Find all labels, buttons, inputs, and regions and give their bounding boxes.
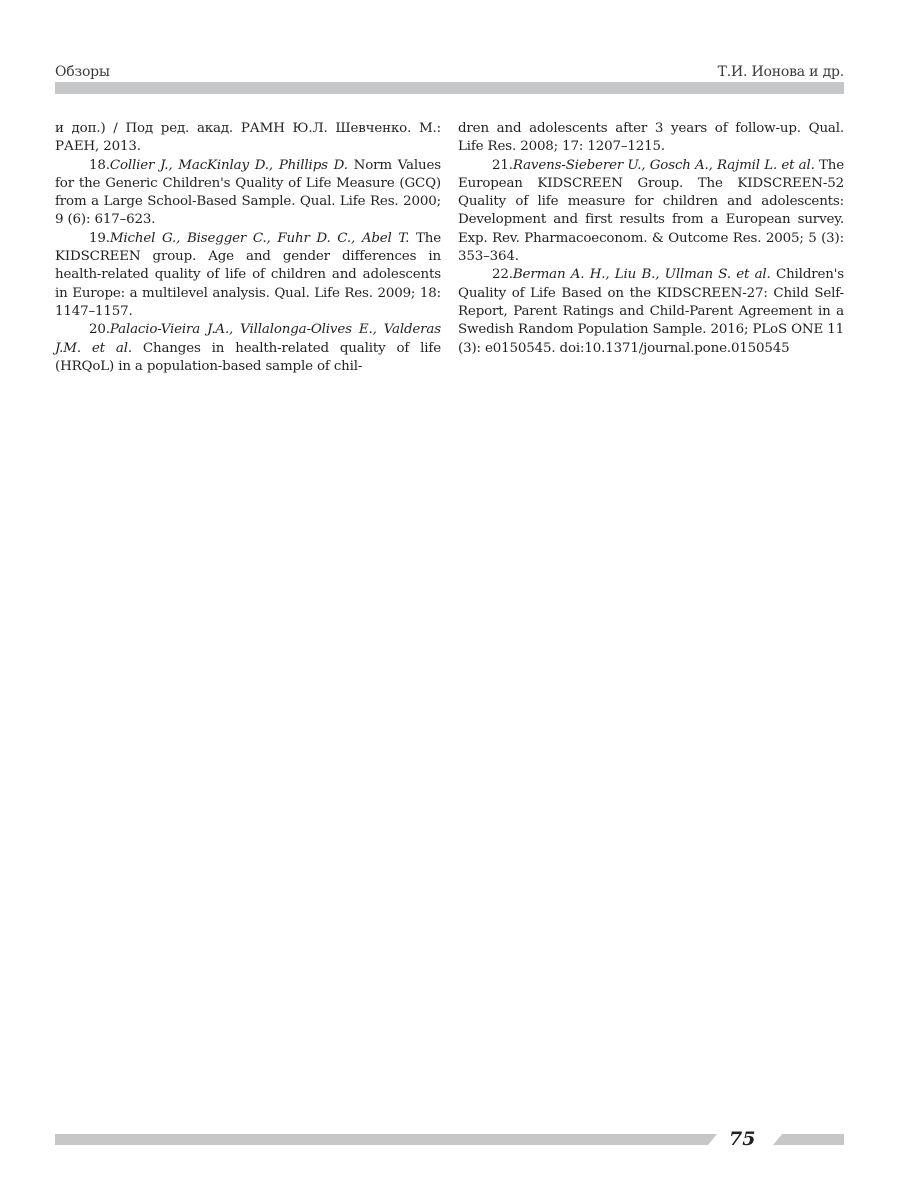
page-number: 75 <box>729 1128 756 1150</box>
footer-rule-right <box>773 1134 844 1145</box>
reference-authors: Palacio-Vieira J.A., Villalonga-Olives E., Valderas J.M. et al. <box>55 322 441 356</box>
running-head-section: Обзоры <box>55 64 110 80</box>
reference-continuation: dren and adolescents after 3 years of follow-up. Qual. Life Res. 2008; 17: 1207–1215. <box>458 121 844 155</box>
reference-number: 21. <box>492 157 513 173</box>
reference-authors: Michel G., Bisegger C., Fuhr D. C., Abel T. <box>109 230 410 246</box>
reference-21 <box>458 157 844 267</box>
reference-text: The European KIDSCREEN Group. The KIDSCREEN-52 Quality of life measure for children and adolescents: Development and first results from a European survey. Exp. Rev. Pharmacoeconom. & Outcome Res. 2005; 5 (3): 353–364. <box>458 157 845 265</box>
reference-18 <box>55 157 441 230</box>
reference-continuation: и доп.) / Под ред. акад. РАМН Ю.Л. Шевченко. М.: РАЕН, 2013. <box>55 121 441 155</box>
reference-number: 20. <box>89 322 110 338</box>
running-head-authors: Т.И. Ионова и др. <box>717 64 844 80</box>
reference-20 <box>55 321 441 376</box>
reference-text: The KIDSCREEN group. Age and gender differences in health-related quality of life of children and adolescents in Europe: a multilevel analysis. Qual. Life Res. 2009; 18: 1147–1157. <box>55 230 442 319</box>
reference-22 <box>458 266 844 357</box>
reference-number: 18. <box>89 157 110 173</box>
right-column <box>458 120 844 358</box>
reference-authors: Ravens-Sieberer U., Gosch A., Rajmil L. et al. <box>512 157 815 173</box>
reference-19 <box>55 230 441 321</box>
header-rule <box>55 82 844 94</box>
reference-authors: Berman A. H., Liu B., Ullman S. et al. <box>512 267 771 283</box>
footer-rule-left <box>55 1134 717 1145</box>
reference-authors: Collier J., MacKinlay D., Phillips D. <box>109 157 348 173</box>
reference-text: Children's Quality of Life Based on the KIDSCREEN-27: Child Self-Report, Parent Ratings and Child-Parent Agreement in a Swedish Random Population Sample. 2016; PLoS ONE 11 (3): e0150545. doi:10.1371/journal.pone.0150545 <box>458 267 844 356</box>
left-column <box>55 120 441 376</box>
reference-text: Norm Values for the Generic Children's Quality of Life Measure (GCQ) from a Large School-Based Sample. Qual. Life Res. 2000; 9 (6): 617–623. <box>55 157 441 228</box>
reference-text: Changes in health-related quality of life (HRQoL) in a population-based sample of chil- <box>55 340 441 374</box>
reference-number: 22. <box>492 267 513 283</box>
reference-number: 19. <box>89 230 110 246</box>
